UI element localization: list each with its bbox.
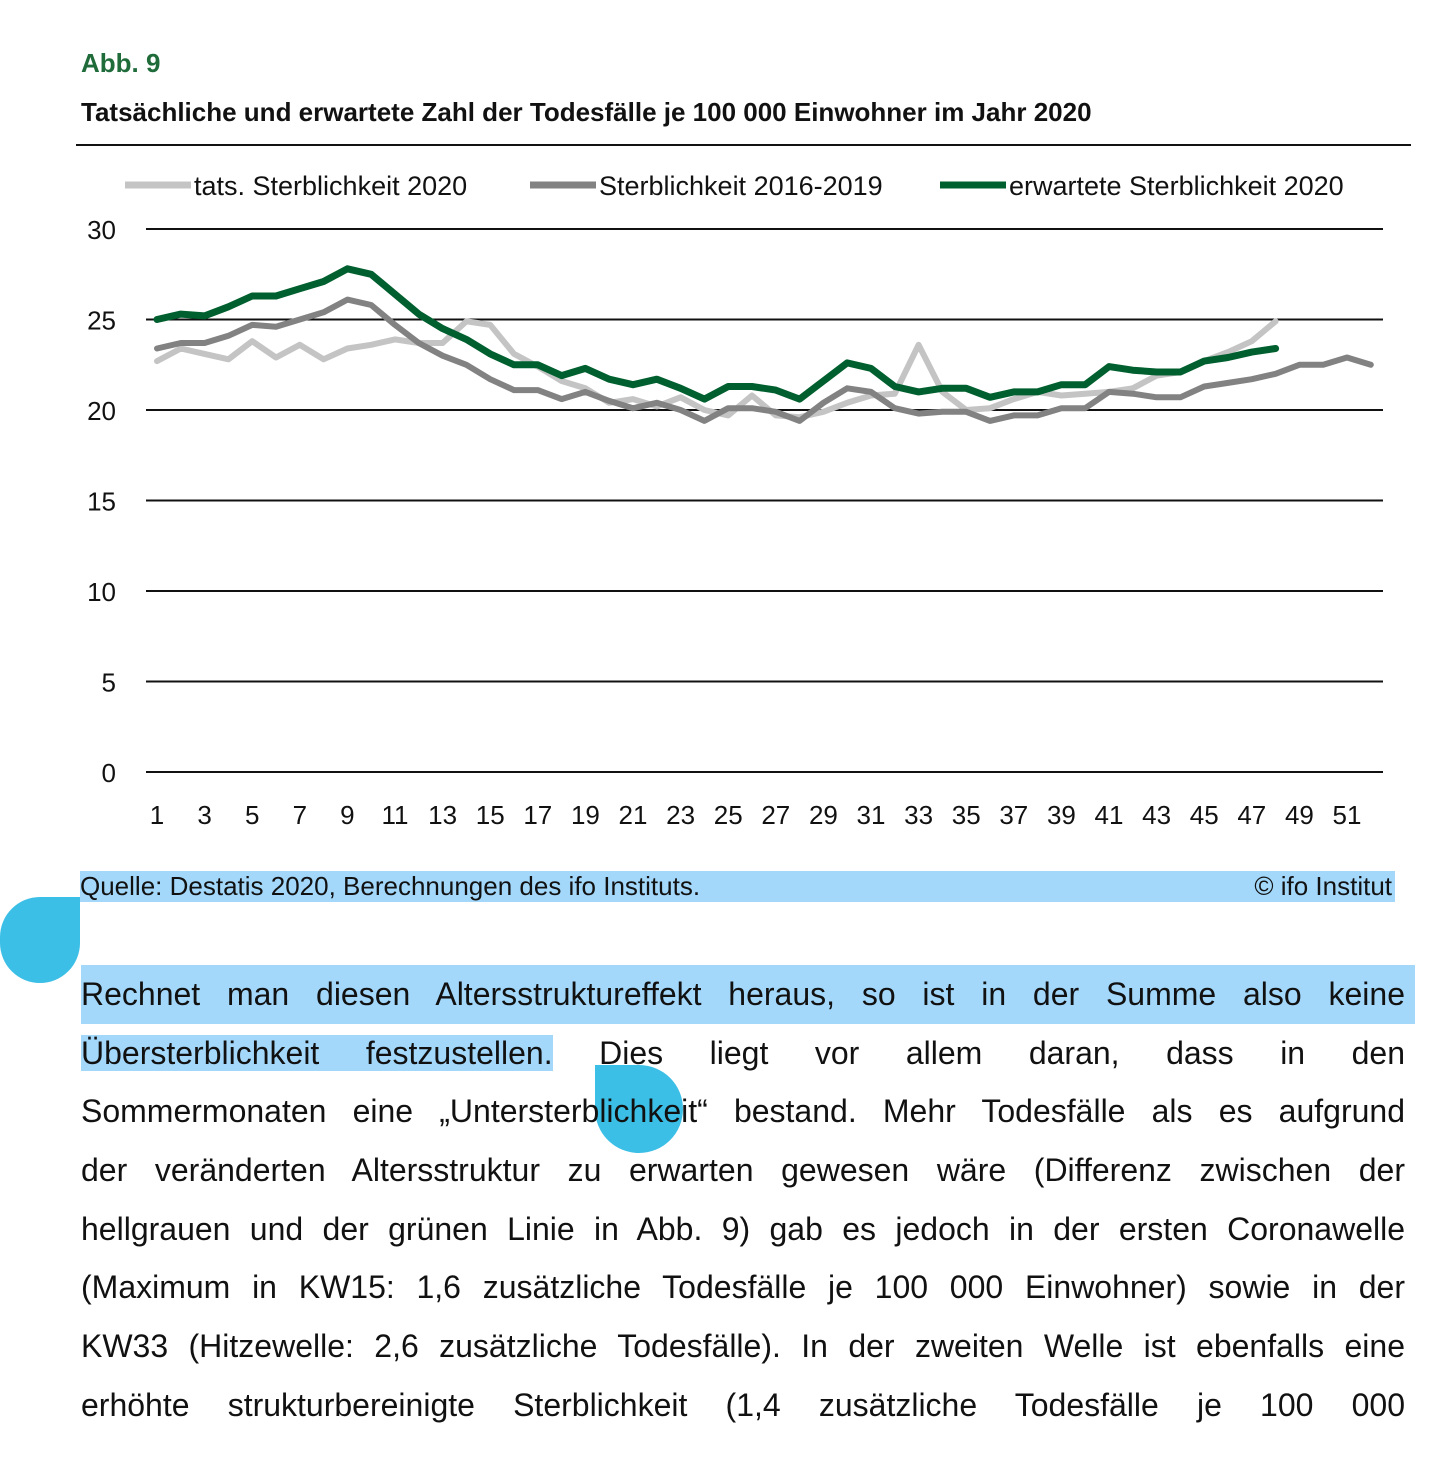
paragraph-line: Sommermonaten eine „Untersterblichkeit“ bestand. Mehr Todesfälle als es aufgrund (81, 1093, 1405, 1130)
x-tick-label: 21 (618, 800, 648, 830)
x-tick-label: 19 (570, 800, 600, 830)
paragraph-line: KW33 (Hitzewelle: 2,6 zusätzliche Todesfälle). In der zweiten Welle ist ebenfalls eine (81, 1328, 1405, 1365)
x-tick-label: 35 (951, 800, 981, 830)
line-chart (0, 150, 1440, 850)
selected-text[interactable]: Übersterblichkeit festzustellen. (81, 1034, 553, 1071)
title-divider (76, 144, 1411, 146)
paragraph-line[interactable] (81, 1024, 1405, 1083)
x-tick-label: 17 (523, 800, 553, 830)
x-tick-label: 3 (197, 800, 212, 830)
paragraph-line: hellgrauen und der grünen Linie in Abb. 9) gab es jedoch in der ersten Coronawelle (81, 1210, 1405, 1247)
x-tick-label: 25 (713, 800, 743, 830)
x-tick-label: 33 (904, 800, 934, 830)
legend-label: tats. Sterblichkeit 2020 (194, 171, 468, 201)
x-tick-label: 9 (340, 800, 355, 830)
y-tick-label: 0 (101, 758, 116, 788)
copyright-note: © ifo Institut (1254, 871, 1392, 901)
figure-caption-selected[interactable] (80, 871, 1395, 902)
x-tick-label: 27 (761, 800, 791, 830)
y-tick-label: 15 (87, 486, 116, 517)
y-tick-label: 5 (101, 667, 116, 698)
paragraph-line: erhöhte strukturbereinigte Sterblichkeit (1,4 zusätzliche Todesfälle je 100 000 (81, 1386, 1405, 1423)
x-tick-label: 47 (1237, 800, 1267, 830)
y-tick-label: 25 (87, 305, 116, 336)
x-tick-label: 29 (808, 800, 838, 830)
paragraph-line: (Maximum in KW15: 1,6 zusätzliche Todesfälle je 100 000 Einwohner) sowie in der (81, 1269, 1405, 1306)
legend-label: erwartete Sterblichkeit 2020 (1009, 171, 1344, 201)
x-tick-label: 41 (1094, 800, 1124, 830)
x-tick-label: 51 (1332, 800, 1362, 830)
unselected-text: Dies liegt vor allem daran, dass in den (552, 1034, 1406, 1071)
y-tick-label: 20 (87, 396, 116, 426)
x-tick-label: 15 (475, 800, 505, 830)
x-tick-label: 7 (292, 800, 308, 830)
figure-title: Tatsächliche und erwartete Zahl der Todesfälle je 100 000 Einwohner im Jahr 2020 (81, 97, 1092, 127)
x-tick-label: 43 (1142, 800, 1172, 830)
source-note: Quelle: Destatis 2020, Berechnungen des ifo Instituts. (80, 871, 701, 901)
paragraph-line: der veränderten Altersstruktur zu erwarten gewesen wäre (Differenz zwischen der (81, 1152, 1405, 1189)
legend-label: Sterblichkeit 2016-2019 (599, 171, 883, 201)
selection-start-handle[interactable] (0, 897, 80, 983)
figure-label: Abb. 9 (81, 48, 161, 78)
x-tick-label: 13 (428, 800, 458, 830)
body-paragraph[interactable] (81, 965, 1405, 1435)
x-tick-label: 23 (666, 800, 696, 830)
paragraph-line-selected[interactable]: Rechnet man diesen Altersstruktureffekt heraus, so ist in der Summe also keine (81, 965, 1415, 1024)
x-tick-label: 1 (149, 800, 165, 830)
y-tick-label: 10 (87, 577, 116, 607)
x-tick-label: 39 (1046, 800, 1076, 830)
y-tick-label: 30 (87, 215, 116, 245)
x-tick-label: 45 (1189, 800, 1219, 830)
x-tick-label: 11 (381, 800, 409, 830)
x-tick-label: 31 (856, 800, 886, 830)
x-tick-label: 5 (244, 800, 260, 830)
series-line-3 (157, 269, 1276, 399)
x-tick-label: 49 (1284, 800, 1314, 830)
x-tick-label: 37 (999, 800, 1029, 830)
